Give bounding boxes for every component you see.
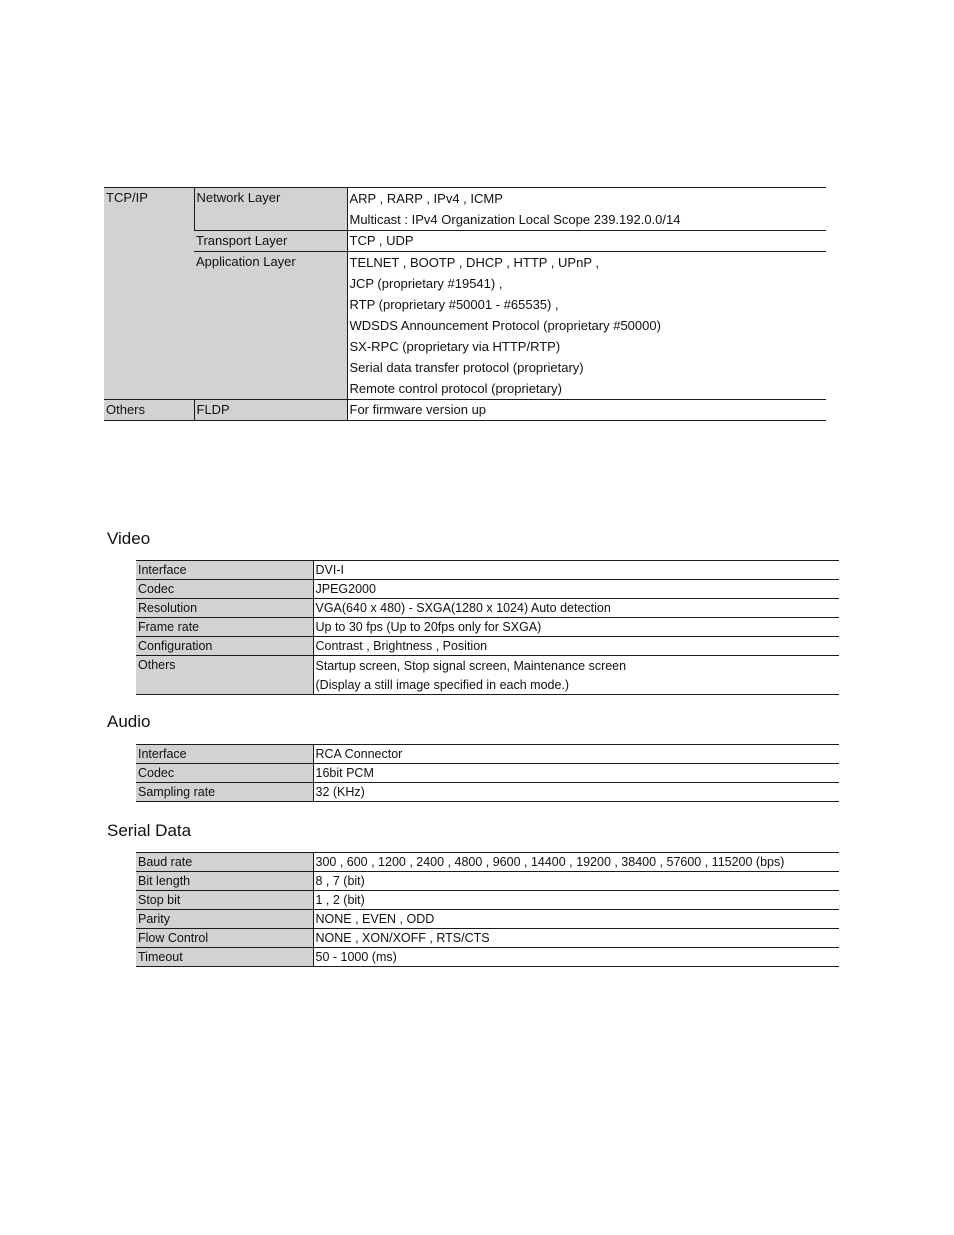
- network-layer-label: Network Layer: [194, 188, 347, 231]
- transport-layer-label: Transport Layer: [194, 231, 347, 252]
- table-row: [136, 948, 839, 967]
- fldp-row: [104, 400, 826, 421]
- table-row: [136, 561, 839, 580]
- spec-value: 16bit PCM: [313, 764, 839, 783]
- application-layer-row: [104, 252, 826, 400]
- table-row: [136, 745, 839, 764]
- spec-key: Stop bit: [136, 891, 313, 910]
- table-row: [136, 891, 839, 910]
- table-row: [136, 599, 839, 618]
- spec-key: Interface: [136, 561, 313, 580]
- table-row: [136, 618, 839, 637]
- serial-table: [136, 852, 839, 967]
- spec-key: Sampling rate: [136, 783, 313, 802]
- spec-key: Configuration: [136, 637, 313, 656]
- spec-value: DVI-I: [313, 561, 839, 580]
- spec-key: Frame rate: [136, 618, 313, 637]
- spec-value: 300 , 600 , 1200 , 2400 , 4800 , 9600 , 14400 , 19200 , 38400 , 57600 , 115200 (bps): [313, 853, 839, 872]
- application-layer-value: RTP (proprietary #50001 - #65535) ,: [349, 297, 559, 312]
- spec-value-line: Startup screen, Stop signal screen, Maintenance screen: [315, 659, 627, 673]
- group-tcpip: TCP/IP: [104, 188, 194, 400]
- spec-value: 8 , 7 (bit): [313, 872, 839, 891]
- network-layer-row: [104, 188, 826, 231]
- spec-value: Contrast , Brightness , Position: [313, 637, 839, 656]
- application-layer-value: Serial data transfer protocol (proprietary): [349, 360, 584, 375]
- table-row: [136, 580, 839, 599]
- fldp-label: FLDP: [194, 400, 347, 421]
- table-row: [136, 853, 839, 872]
- application-layer-values: [347, 252, 826, 400]
- transport-layer-row: [104, 231, 826, 252]
- transport-layer-value: TCP , UDP: [347, 231, 826, 252]
- audio-heading: Audio: [107, 712, 151, 731]
- application-layer-value: TELNET , BOOTP , DHCP , HTTP , UPnP ,: [349, 255, 599, 270]
- spec-value-line: (Display a still image specified in each mode.): [315, 678, 570, 692]
- network-layer-value: ARP , RARP , IPv4 , ICMP: [349, 191, 503, 206]
- spec-value: RCA Connector: [313, 745, 839, 764]
- video-heading: Video: [107, 529, 151, 548]
- spec-key: Parity: [136, 910, 313, 929]
- serial-heading: Serial Data: [107, 821, 192, 840]
- spec-key: Resolution: [136, 599, 313, 618]
- spec-key: Bit length: [136, 872, 313, 891]
- spec-key: Codec: [136, 764, 313, 783]
- table-row: [136, 872, 839, 891]
- spec-value: NONE , XON/XOFF , RTS/CTS: [313, 929, 839, 948]
- table-row: [136, 637, 839, 656]
- table-row: [136, 910, 839, 929]
- spec-key: Codec: [136, 580, 313, 599]
- spec-value: NONE , EVEN , ODD: [313, 910, 839, 929]
- spec-value: Up to 30 fps (Up to 20fps only for SXGA): [313, 618, 839, 637]
- application-layer-value: JCP (proprietary #19541) ,: [349, 276, 503, 291]
- spec-key: Interface: [136, 745, 313, 764]
- application-layer-value: SX-RPC (proprietary via HTTP/RTP): [349, 339, 561, 354]
- network-layer-value: Multicast : IPv4 Organization Local Scope 239.192.0.0/14: [349, 212, 681, 227]
- spec-key: Baud rate: [136, 853, 313, 872]
- spec-value: JPEG2000: [313, 580, 839, 599]
- spec-value: [313, 656, 839, 695]
- video-table: [136, 560, 839, 695]
- application-layer-label: Application Layer: [194, 252, 347, 400]
- group-others: Others: [104, 400, 194, 421]
- network-layer-values: [347, 188, 826, 231]
- spec-value: 1 , 2 (bit): [313, 891, 839, 910]
- table-row: [136, 929, 839, 948]
- table-row: [136, 764, 839, 783]
- table-row: [136, 656, 839, 695]
- audio-table: [136, 744, 839, 802]
- application-layer-value: Remote control protocol (proprietary): [349, 381, 562, 396]
- application-layer-value: WDSDS Announcement Protocol (proprietary #50000): [349, 318, 661, 333]
- table-row: [136, 783, 839, 802]
- spec-value: 32 (KHz): [313, 783, 839, 802]
- spec-value: VGA(640 x 480) - SXGA(1280 x 1024) Auto detection: [313, 599, 839, 618]
- spec-key: Flow Control: [136, 929, 313, 948]
- spec-key: Others: [136, 656, 313, 695]
- spec-key: Timeout: [136, 948, 313, 967]
- fldp-value: For firmware version up: [347, 400, 826, 421]
- network-protocol-table: [104, 187, 826, 421]
- spec-value: 50 - 1000 (ms): [313, 948, 839, 967]
